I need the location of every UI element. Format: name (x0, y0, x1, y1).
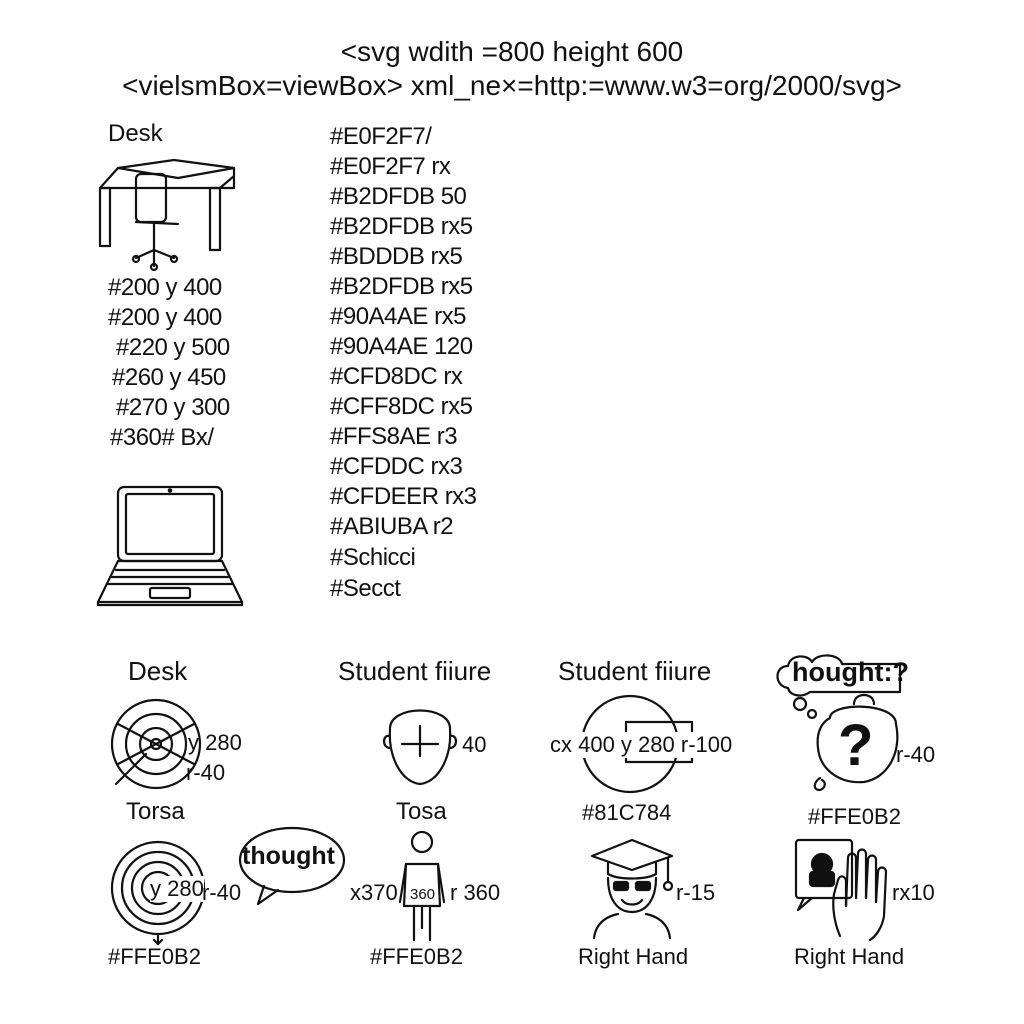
grid-r2c1-caption: #FFE0B2 (108, 944, 201, 969)
laptop-icon (96, 484, 244, 608)
grid-r1c2-side: 40 (462, 732, 487, 757)
right-code-8: #90A4AE 120 (330, 333, 473, 360)
grid-r1c1-title: Desk (128, 656, 188, 686)
right-code-5: #BDDDB rx5 (330, 243, 463, 270)
grid-r1c2-caption: Tosa (396, 798, 447, 825)
right-code-16: #Secct (330, 575, 401, 602)
grid-r2c3-caption: Right Hand (578, 944, 689, 969)
grid-r1c4-title: hought:? (792, 657, 909, 687)
grid-r1c4-side: r-40 (896, 742, 936, 767)
left-code-4: #260 y 450 (112, 364, 226, 391)
grid-r2c3-side: r-15 (676, 880, 716, 905)
grid-r2c2-mid: 360 (410, 886, 436, 903)
right-code-14: #ABIUBA r2 (330, 513, 454, 540)
right-code-1: #E0F2F7/ (330, 123, 432, 150)
right-code-3: #B2DFDB 50 (330, 183, 467, 210)
grid-r2c4-side: rx10 (892, 880, 935, 905)
header-line-1: <svg wdith =800 height 600 (340, 36, 684, 67)
grid-r1c1-side-1: y 280 (188, 730, 242, 755)
grid-r2c2-caption: #FFE0B2 (370, 944, 463, 969)
hand-icon (792, 836, 902, 940)
right-code-15: #Schicci (330, 544, 416, 571)
graduate-icon (588, 834, 678, 938)
grid-r1c3-center: cx 400 y 280 r-100 (550, 732, 733, 757)
grid-r2c2-right: r 360 (450, 880, 501, 905)
grid-r1c3-title: Student fiiure (558, 656, 712, 686)
right-code-4: #B2DFDB rx5 (330, 213, 473, 240)
right-code-13: #CFDEER rx3 (330, 483, 477, 510)
grid-r2c1-inner: y 280 (150, 876, 204, 901)
header-line-2: <vielsmBox=viewBox> xml_ne×=http:=www.w3=org/2000/svg> (122, 70, 902, 101)
left-code-2: #200 y 400 (108, 304, 222, 331)
grid-r2c1-side: r-40 (202, 880, 242, 905)
grid-r2c4-caption: Right Hand (794, 944, 905, 969)
right-code-6: #B2DFDB rx5 (330, 273, 473, 300)
right-code-9: #CFD8DC rx (330, 363, 463, 390)
desk-chair-icon (96, 150, 236, 270)
grid-r1c3-caption: #81C784 (582, 800, 672, 825)
face-icon (380, 690, 460, 790)
grid-r2c1-bubble: thought (242, 842, 336, 870)
question-mark-icon: ? (838, 713, 874, 778)
grid-r2c2-left: x370 (350, 880, 398, 905)
right-code-7: #90A4AE rx5 (330, 303, 466, 330)
grid-r1c1-caption: Torsa (126, 798, 185, 825)
grid-r1c2-title: Student fiiure (338, 656, 492, 686)
left-code-6: #360# Bx/ (110, 424, 214, 451)
left-code-5: #270 y 300 (116, 394, 230, 421)
grid-r1c4-caption: #FFE0B2 (808, 804, 901, 829)
left-code-3: #220 y 500 (116, 334, 230, 361)
right-code-10: #CFF8DC rx5 (330, 393, 473, 420)
right-code-2: #E0F2F7 rx (330, 153, 451, 180)
grid-r1c1-side-2: r-40 (186, 760, 226, 785)
right-code-11: #FFS8AE r3 (330, 423, 458, 450)
right-code-12: #CFDDC rx3 (330, 453, 463, 480)
left-code-1: #200 y 400 (108, 274, 222, 301)
desk-label: Desk (108, 120, 163, 147)
